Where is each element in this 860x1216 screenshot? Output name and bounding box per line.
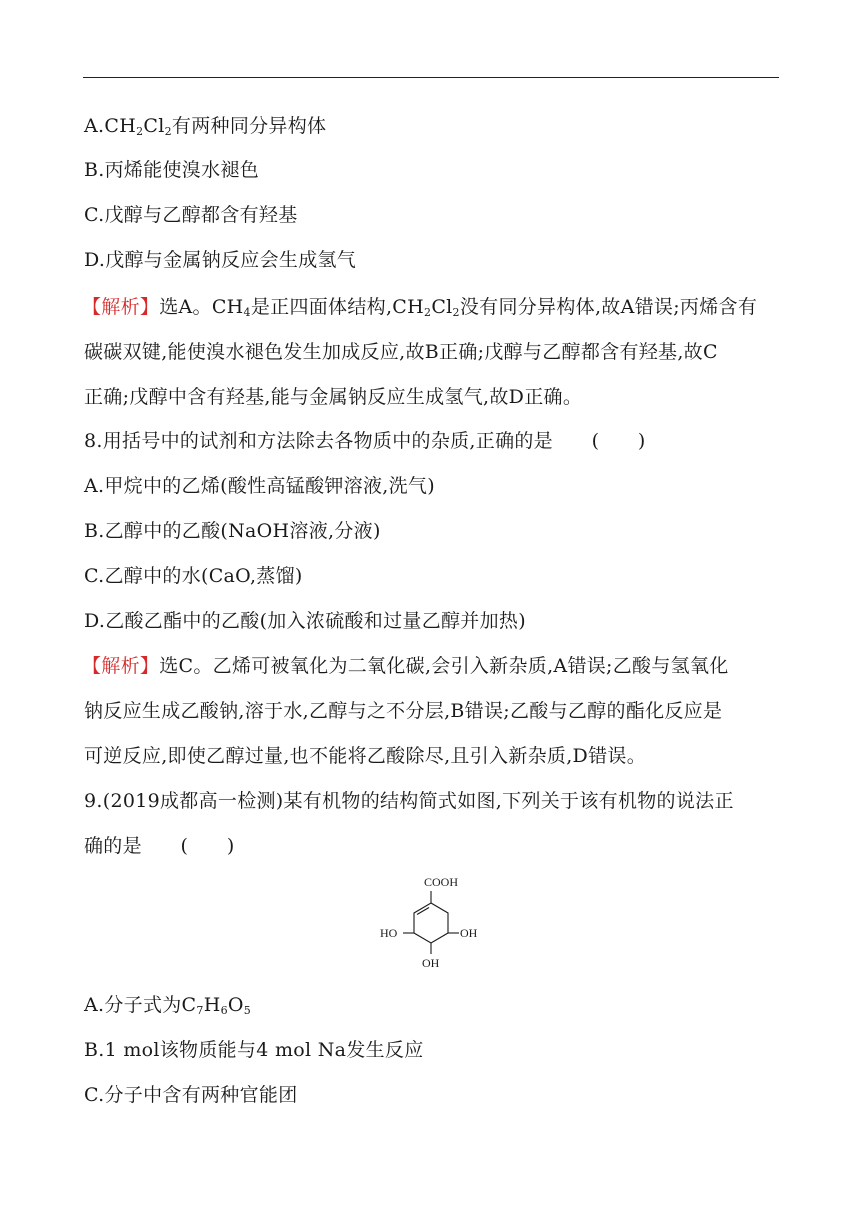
q7-analysis-line-2: 碳碳双键,能使溴水褪色发生加成反应,故B正确;戊醇与乙醇都含有羟基,故C xyxy=(84,341,718,363)
ring-double-bond xyxy=(417,908,429,915)
molecule-structure-figure xyxy=(372,874,488,976)
q9-stem-line-1: 9.(2019成都高一检测)某有机物的结构简式如图,下列关于该有机物的说法正 xyxy=(84,790,734,812)
q8-stem: 8.用括号中的试剂和方法除去各物质中的杂质,正确的是 ( ) xyxy=(84,430,646,452)
q7-option-d: D.戊醇与金属钠反应会生成氢气 xyxy=(84,249,357,271)
q7-option-c: C.戊醇与乙醇都含有羟基 xyxy=(84,204,298,226)
q8-option-d: D.乙酸乙酯中的乙酸(加入浓硫酸和过量乙醇并加热) xyxy=(84,610,526,632)
q8-option-b: B.乙醇中的乙酸(NaOH溶液,分液) xyxy=(84,520,381,542)
q8-option-c: C.乙醇中的水(CaO,蒸馏) xyxy=(84,565,303,587)
cooh-label: COOH xyxy=(424,875,459,889)
oh-right-label: OH xyxy=(460,926,478,940)
q9-option-c: C.分子中含有两种官能团 xyxy=(84,1084,298,1106)
ho-left-label: HO xyxy=(380,926,398,940)
q7-analysis-line-1: 【解析】选A。$CH_4$是正四面体结构$,CH_2Cl_2$没有同分异构体,故A错误;丙烯含有 xyxy=(82,296,758,319)
q8-analysis-line-3: 可逆反应,即使乙醇过量,也不能将乙酸除尽,且引入新杂质,D错误。 xyxy=(84,745,646,767)
q8-analysis-line-1: 【解析】选C。乙烯可被氧化为二氧化碳,会引入新杂质,A错误;乙酸与氢氧化 xyxy=(82,655,729,677)
ring xyxy=(414,903,448,943)
q7-option-b: B.丙烯能使溴水褪色 xyxy=(84,159,260,181)
q9-option-b: B.1 mol该物质能与4 mol Na发生反应 xyxy=(84,1039,424,1061)
header-rule xyxy=(83,77,779,78)
analysis-tag: 【解析】 xyxy=(82,655,160,677)
q9-option-a: A.分子式为$C_7H_6O_5$ xyxy=(84,994,252,1017)
oh-bottom-label: OH xyxy=(422,956,440,970)
q9-stem-line-2: 确的是 ( ) xyxy=(84,835,235,857)
q8-option-a: A.甲烷中的乙烯(酸性高锰酸钾溶液,洗气) xyxy=(84,475,435,497)
analysis-tag: 【解析】 xyxy=(82,296,160,318)
q7-analysis-line-3: 正确;戊醇中含有羟基,能与金属钠反应生成氢气,故D正确。 xyxy=(84,386,583,408)
q7-option-a: $A.CH_2Cl_2$有两种同分异构体 xyxy=(84,115,327,138)
q8-analysis-line-2: 钠反应生成乙酸钠,溶于水,乙醇与之不分层,B错误;乙酸与乙醇的酯化反应是 xyxy=(84,700,723,722)
